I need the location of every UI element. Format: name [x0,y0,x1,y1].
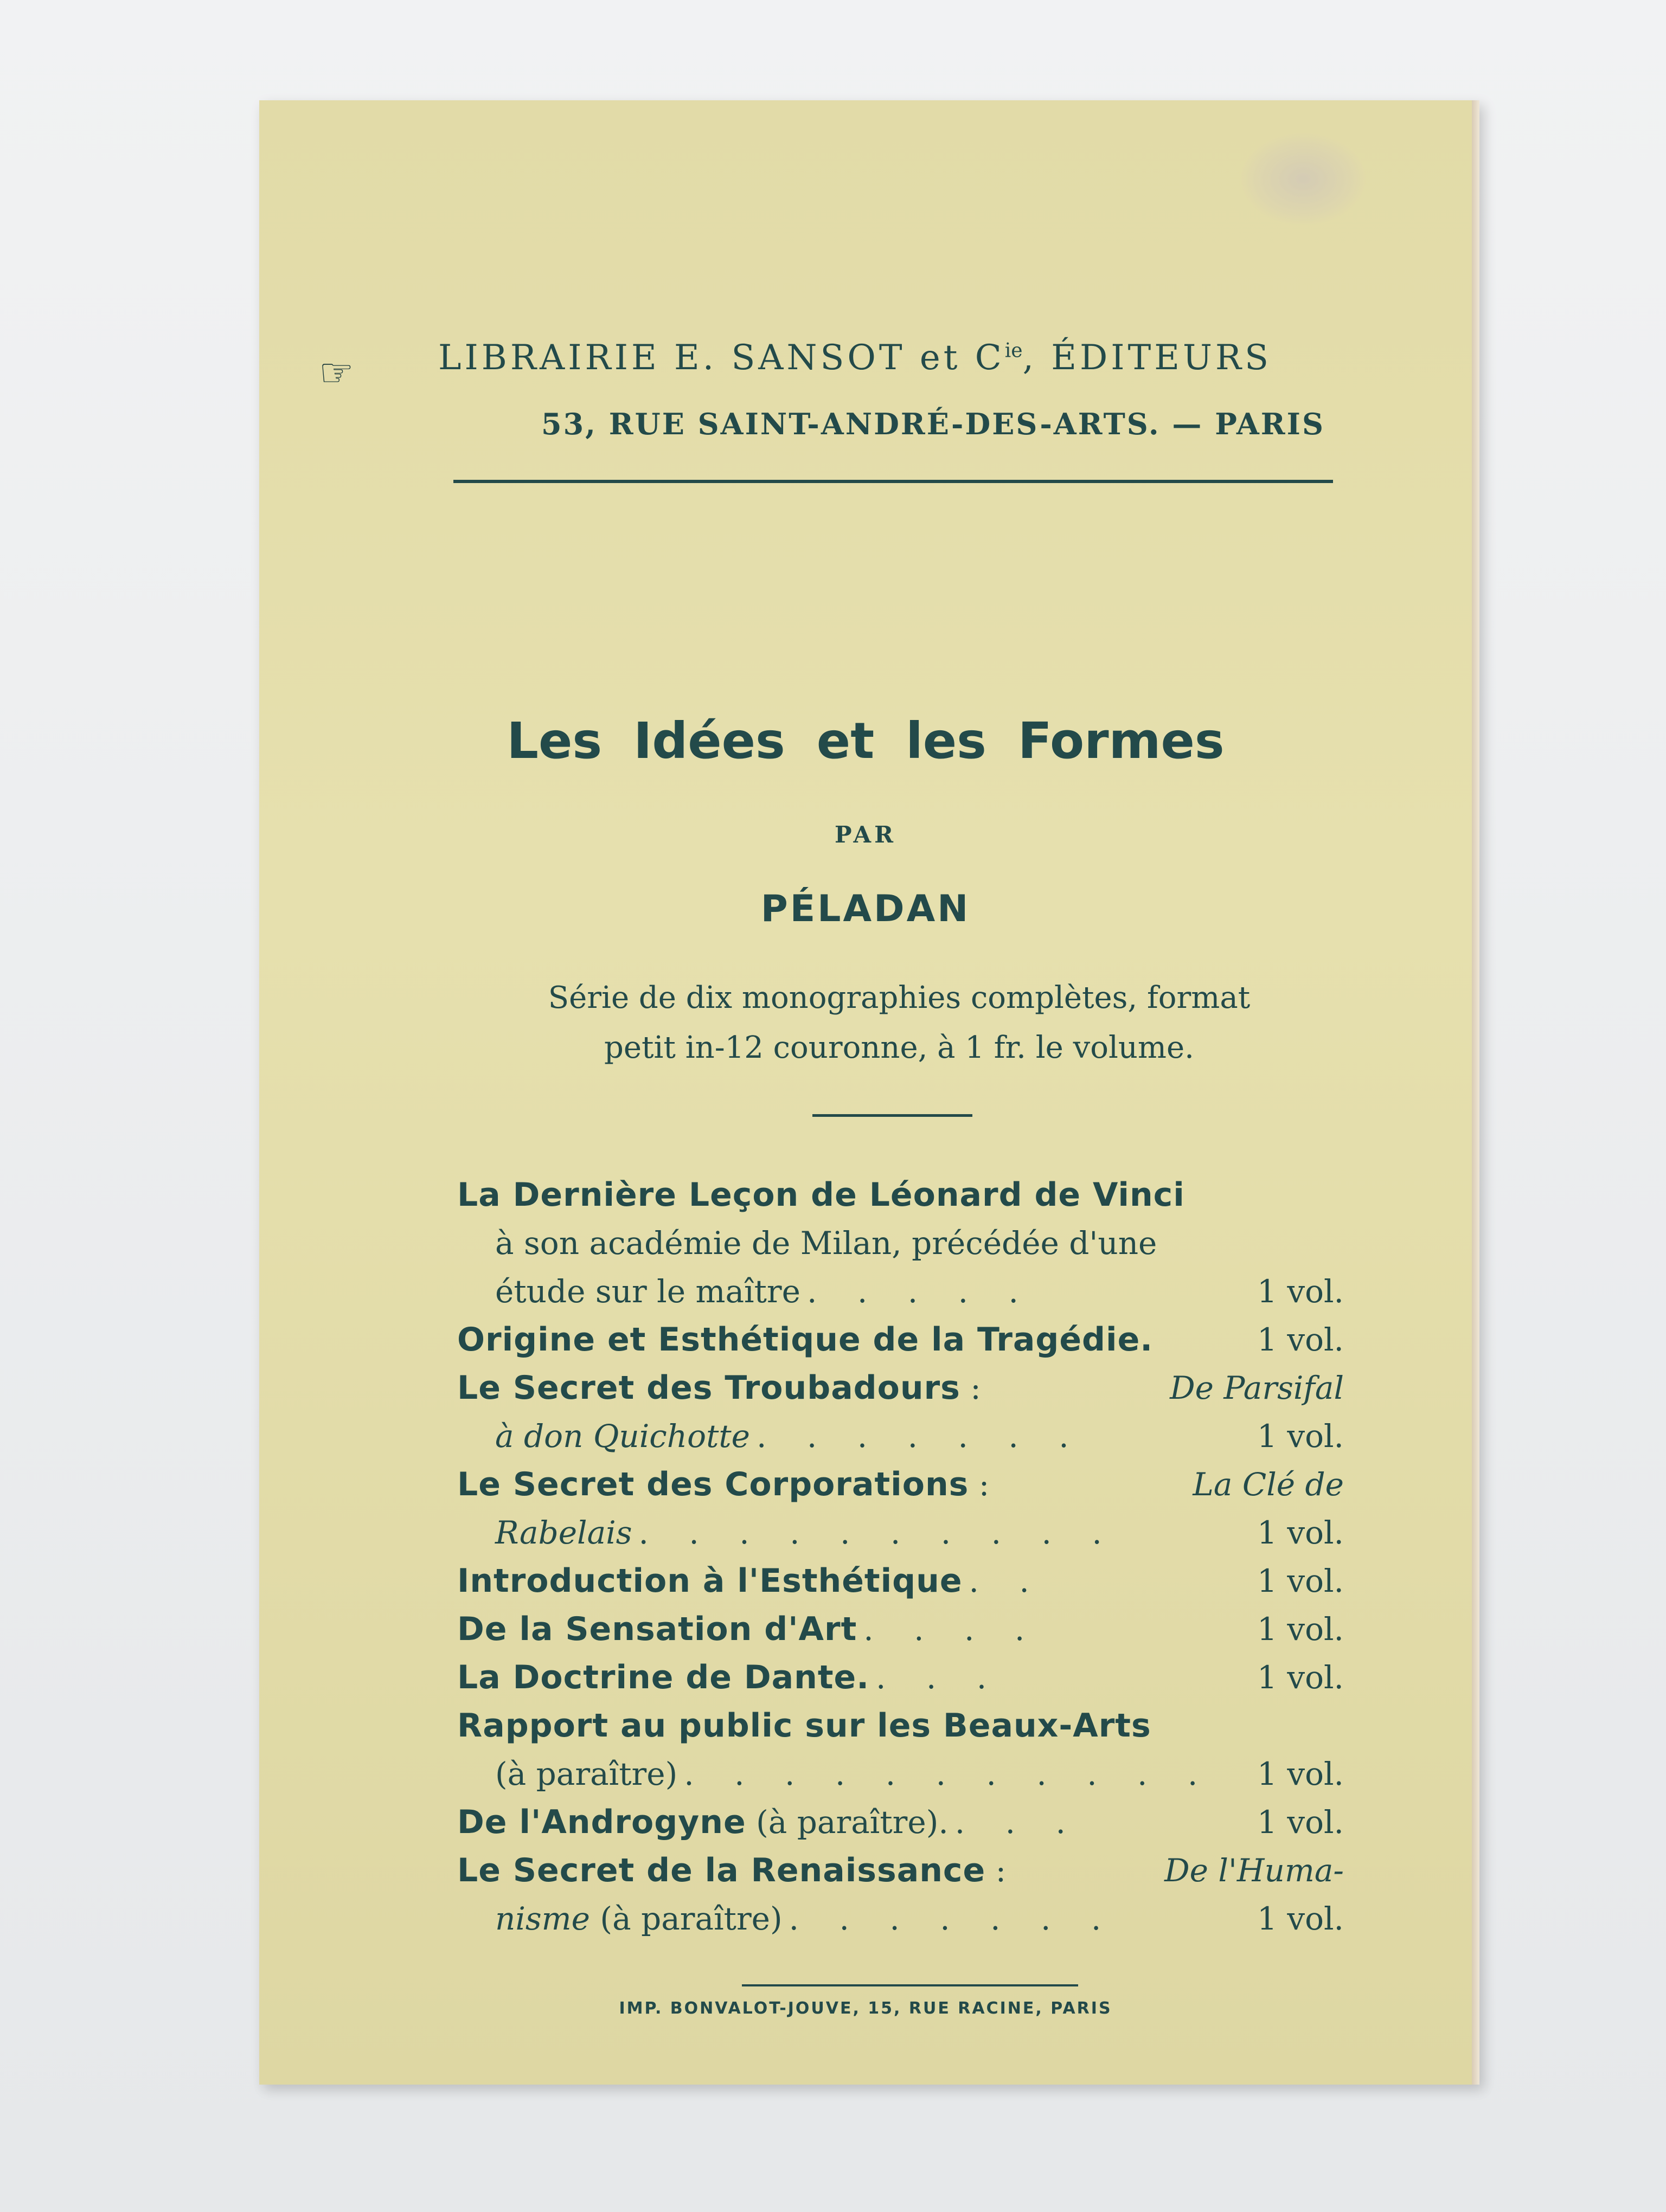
catalog-list [457,1171,1344,1943]
catalog-entry [457,1654,1344,1702]
entry-subtitle: De Parsifal [1170,1369,1344,1406]
divider-middle [812,1114,972,1117]
entry-title: Origine et Esthétique de la Tragédie. [457,1321,1154,1359]
catalog-entry [457,1798,1344,1847]
leader-dots: . . . [954,1804,1081,1841]
entry-note: (à paraître). [746,1804,949,1841]
entry-title: Le Secret de la Renaissance [457,1851,986,1889]
entry-title: La Doctrine de Dante. [457,1658,870,1696]
entry-volume: 1 vol. [1257,1804,1344,1841]
publisher-address: 53, RUE SAINT-ANDRÉ-DES-ARTS. — PARIS [541,407,1325,441]
catalog-entry [457,1847,1344,1943]
leader-dots: . . [969,1562,1045,1599]
by-label: PAR [834,821,897,848]
series-title: Les Idées et les Formes [507,712,1225,770]
entry-title: De la Sensation d'Art [457,1610,857,1648]
entry-continuation: nisme [495,1900,590,1937]
entry-continuation: à son académie de Milan, précédée d'une [495,1225,1157,1262]
series-description-line1: Série de dix monographies complètes, format [548,980,1251,1015]
book-back-cover [259,100,1479,2085]
entry-volume: 1 vol. [1257,1756,1344,1792]
catalog-entry [457,1461,1344,1557]
entry-continuation: à don Quichotte [495,1418,751,1455]
leader-dots: . . . . [863,1611,1040,1648]
catalog-entry [457,1171,1344,1316]
leader-dots: . . . . . . . . . . [638,1514,1117,1551]
leader-dots: . . . . . . . . . . . [684,1756,1213,1792]
entry-separator: : [969,1466,990,1503]
author-name: PÉLADAN [760,888,971,930]
divider-bottom [742,1984,1078,1986]
publisher-name [438,338,1387,378]
entry-volume: 1 vol. [1257,1900,1344,1937]
catalog-entry [457,1316,1344,1364]
printer-imprint: IMP. BONVALOT-JOUVE, 15, RUE RACINE, PARIS [619,1999,1112,2018]
entry-continuation-rest: (à paraître) [590,1900,783,1937]
leader-dots: . . . . . . . [789,1900,1117,1937]
publisher-name-sup: ie [1004,339,1023,362]
entry-volume: 1 vol. [1257,1562,1344,1599]
catalog-entry [457,1364,1344,1461]
entry-separator: : [985,1852,1007,1889]
entry-subtitle: De l'Huma- [1164,1852,1344,1889]
cover-edge [1472,100,1479,2085]
entry-volume: 1 vol. [1257,1659,1344,1696]
series-description-line2: petit in-12 couronne, à 1 fr. le volume. [604,1030,1194,1065]
entry-subtitle: La Clé de [1193,1466,1344,1503]
publisher-name-end: , ÉDITEURS [1022,338,1272,378]
leader-dots: . . . . . . . [757,1418,1084,1455]
catalog-entry [457,1702,1344,1798]
entry-volume: 1 vol. [1257,1273,1344,1310]
leader-dots: . . . [876,1659,1002,1696]
entry-title: Le Secret des Corporations [457,1465,969,1503]
leader-dots: . . . . . [806,1273,1034,1310]
entry-title: De l'Androgyne [457,1803,746,1841]
entry-title: Introduction à l'Esthétique [457,1562,963,1600]
publisher-name-text: LIBRAIRIE E. SANSOT et C [438,338,1005,378]
entry-volume: 1 vol. [1257,1418,1344,1455]
paper-stain [1241,133,1366,225]
pointing-hand-icon: ☞ [319,350,354,395]
entry-separator: : [960,1369,981,1406]
entry-continuation: étude sur le maître [495,1273,800,1310]
entry-title: Rapport au public sur les Beaux-Arts [457,1707,1151,1745]
entry-title: Le Secret des Troubadours [457,1369,960,1407]
catalog-entry [457,1605,1344,1654]
divider-top [453,480,1333,483]
entry-volume: 1 vol. [1257,1321,1344,1358]
series-description [452,973,1347,1073]
entry-volume: 1 vol. [1257,1514,1344,1551]
entry-continuation: (à paraître) [495,1756,678,1792]
entry-title: La Dernière Leçon de Léonard de Vinci [457,1176,1185,1214]
catalog-entry [457,1557,1344,1605]
entry-continuation: Rabelais [495,1514,632,1551]
entry-volume: 1 vol. [1257,1611,1344,1648]
